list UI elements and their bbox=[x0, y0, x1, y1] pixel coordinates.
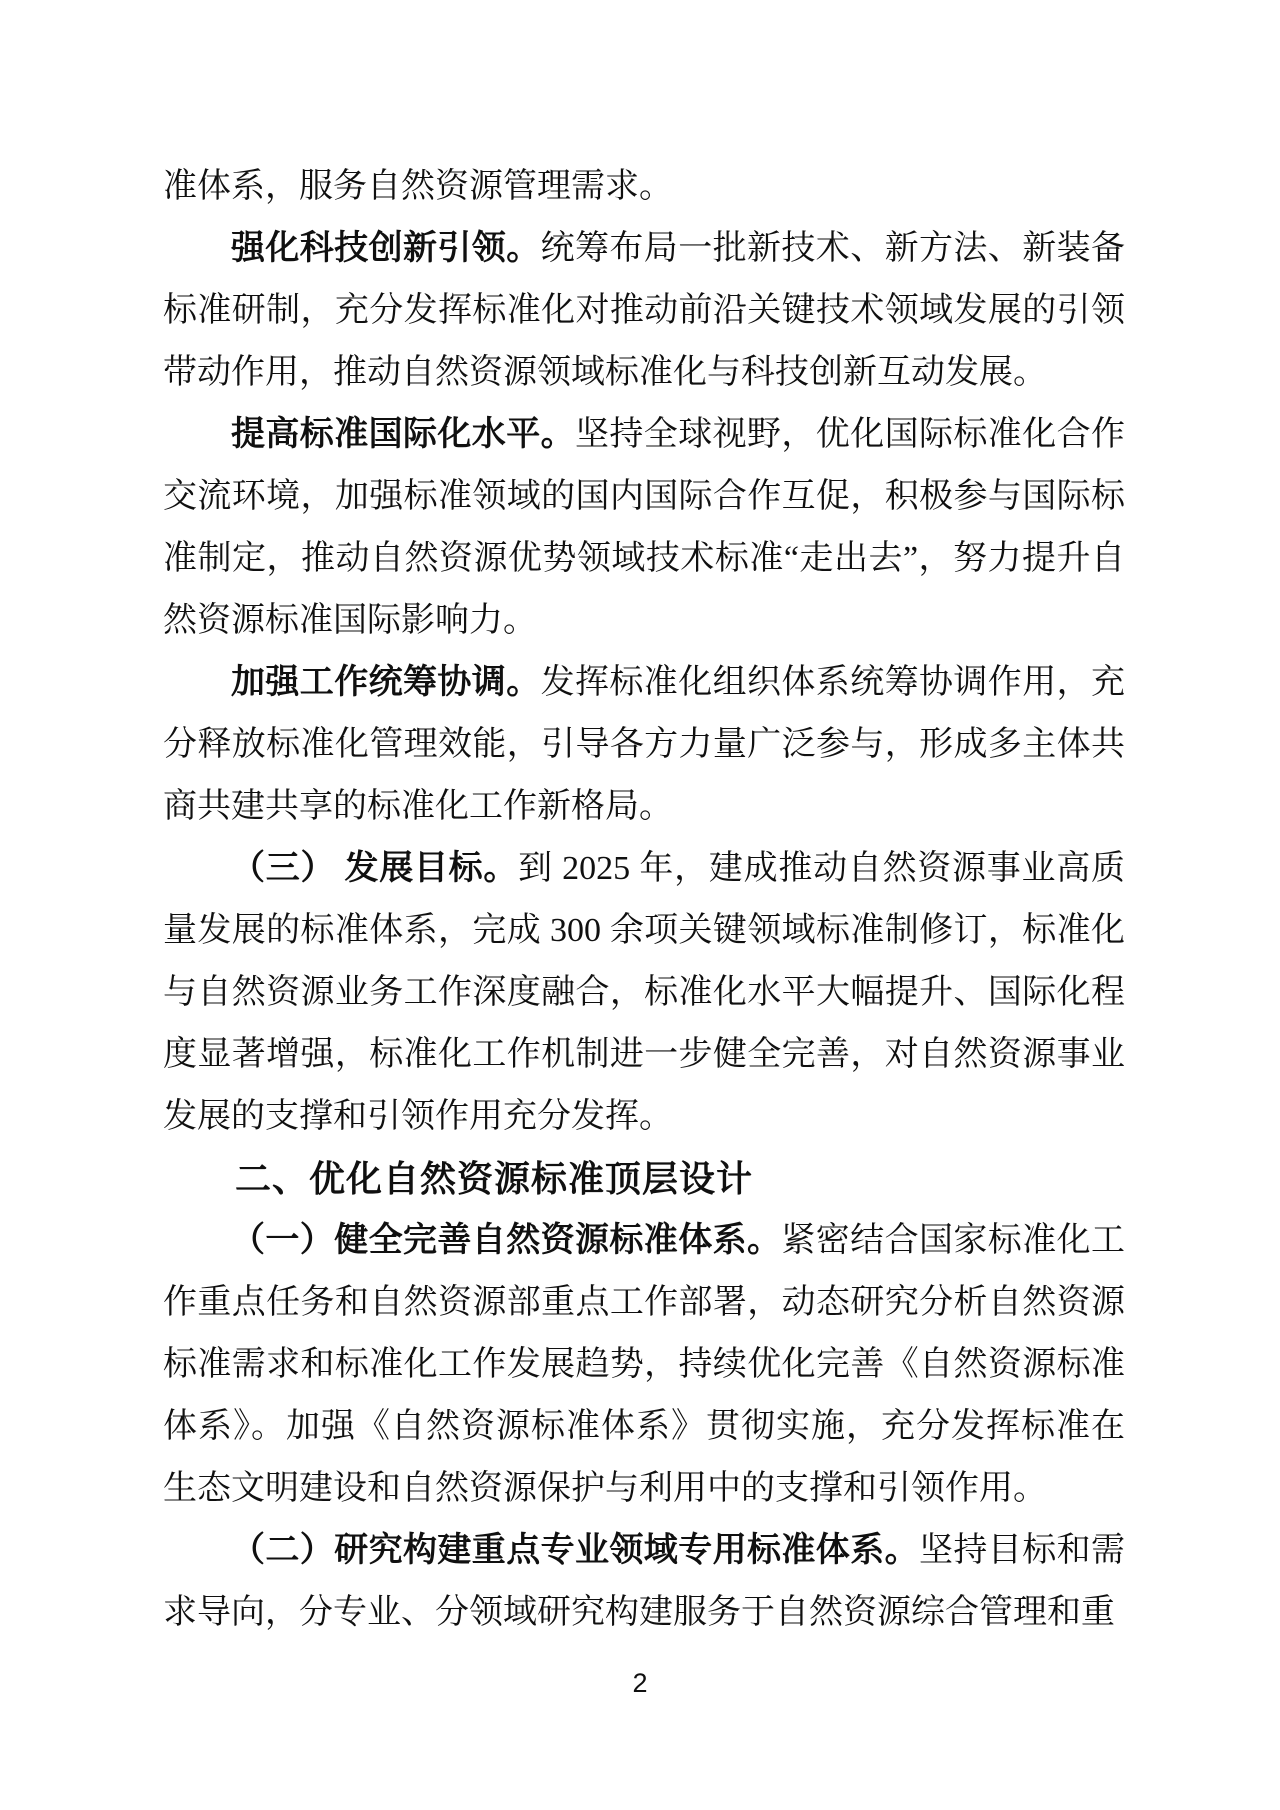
document-body bbox=[163, 156, 1125, 1644]
page-number: 2 bbox=[632, 1668, 648, 1698]
paragraph bbox=[163, 652, 1125, 838]
paragraph-lead: （三） 发展目标。 bbox=[231, 850, 519, 887]
paragraph bbox=[163, 838, 1125, 1148]
paragraph-lead: （一）健全完善自然资源标准体系。 bbox=[231, 1222, 782, 1259]
paragraph bbox=[163, 404, 1125, 652]
paragraph bbox=[163, 218, 1125, 404]
paragraph-text: 坚持全球视野，优化国际标准化合作交流环境，加强标准领域的国内国际合作互促，积极参与国际标准制定，推动自然资源优势领域技术标准“走出去”，努力提升自然资源标准国际影响力。 bbox=[163, 416, 1125, 639]
paragraph-text: 统筹布局一批新技术、新方法、新装备标准研制，充分发挥标准化对推动前沿关键技术领域发展的引领带动作用，推动自然资源领域标准化与科技创新互动发展。 bbox=[163, 230, 1126, 391]
paragraph-text: 紧密结合国家标准化工作重点任务和自然资源部重点工作部署，动态研究分析自然资源标准需求和标准化工作发展趋势，持续优化完善《自然资源标准体系》。加强《自然资源标准体系》贯彻实施，充分发挥标准在生态文明建设和自然资源保护与利用中的支撑和引领作用。 bbox=[163, 1222, 1126, 1507]
paragraph bbox=[163, 1520, 1125, 1644]
paragraph-text: 到 2025 年，建成推动自然资源事业高质量发展的标准体系，完成 300 余项关键领域标准制修订，标准化与自然资源业务工作深度融合，标准化水平大幅提升、国际化程度显著增强，标准化工作机制进一步健全完善，对自然资源事业发展的支撑和引领作用充分发挥。 bbox=[163, 850, 1126, 1135]
paragraph bbox=[163, 156, 1125, 218]
paragraph-lead: （二）研究构建重点专业领域专用标准体系。 bbox=[231, 1532, 919, 1569]
paragraph-lead: 加强工作统筹协调。 bbox=[231, 664, 541, 701]
paragraph-text: 坚持目标和需求导向，分专业、分领域研究构建服务于自然资源综合管理和重 bbox=[163, 1532, 1125, 1631]
paragraph-lead: 提高标准国际化水平。 bbox=[231, 416, 575, 453]
paragraph-lead: 强化科技创新引领。 bbox=[231, 230, 541, 267]
paragraph-text: 准体系，服务自然资源管理需求。 bbox=[163, 168, 673, 205]
paragraph bbox=[163, 1210, 1125, 1520]
section-heading: 二、优化自然资源标准顶层设计 bbox=[235, 1158, 754, 1199]
paragraph-text: 发挥标准化组织体系统筹协调作用，充分释放标准化管理效能，引导各方力量广泛参与，形成多主体共商共建共享的标准化工作新格局。 bbox=[163, 664, 1126, 825]
